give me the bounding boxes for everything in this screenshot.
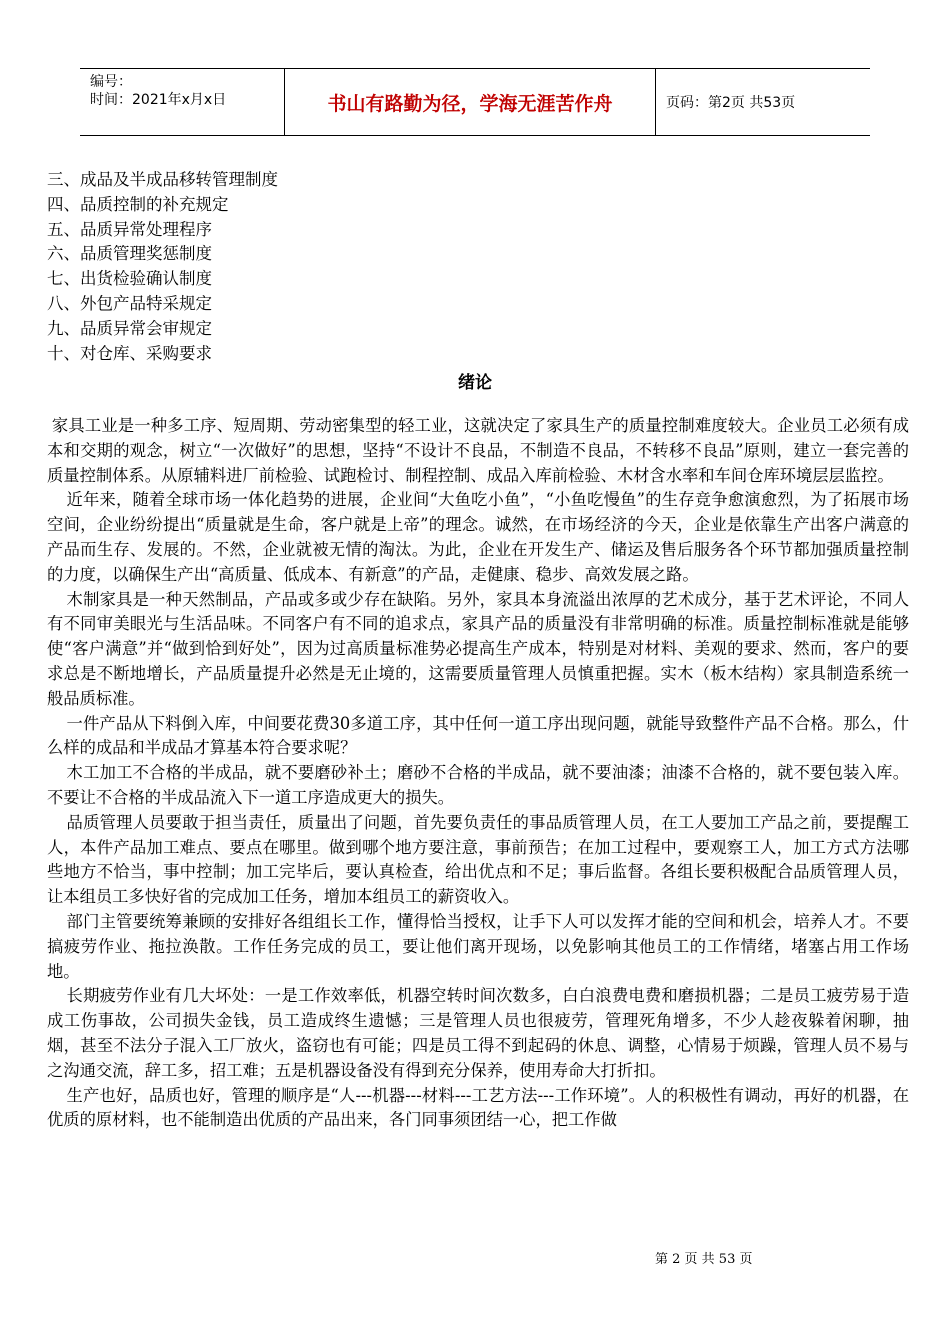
- header-meta: [80, 69, 285, 135]
- paragraph: 木工加工不合格的半成品，就不要磨砂补土；磨砂不合格的半成品，就不要油漆；油漆不合格的，就不要包装入库。不要让不合格的半成品流入下一道工序造成更大的损失。: [47, 763, 909, 807]
- toc-item: 八、外包产品特采规定: [47, 293, 212, 313]
- page-header: [80, 68, 870, 136]
- header-motto: 书山有路勤为径，学海无涯苦作舟: [285, 69, 656, 135]
- header-page-number: 页码：第2页 共53页: [666, 95, 796, 111]
- toc-item: 三、成品及半成品移转管理制度: [47, 170, 278, 189]
- paragraph: 木制家具是一种天然制品，产品或多或少存在缺陷。另外，家具本身流溢出浓厚的艺术成分，基于艺术评论，不同人有不同审美眼光与生活品味。不同客户有不同的追求点，家具产品的质量没有非常明确的标准。质量控制标准就是能够使“客户满意”并“做到恰到好处”，因为过高质量标准势必提高生产成本，特别是对材料、美观的要求、然而，客户的要求总是不断地增长，产品质量提升必然是无止境的，这需要质量管理人员慎重把握。实木（板木结构）家具制造系统一般品质标准。: [47, 589, 909, 708]
- paragraph: 生产也好，品质也好，管理的顺序是“人---机器---材料---工艺方法---工作环境”。人的积极性有调动，再好的机器，在优质的原材料，也不能制造出优质的产品出来，各门同事须团结一心，把工作做: [47, 1085, 909, 1130]
- paragraph: 品质管理人员要敢于担当责任，质量出了问题，首先要负责任的事品质管理人员，在工人要加工产品之前，要提醒工人，本件产品加工难点、要点在哪里。做到哪个地方要注意，事前预告；在加工过程中，要观察工人，加工方式方法哪些地方不恰当，事中控制；加工完毕后，要认真检查，给出优点和不足；事后监督。各组长要积极配合品质管理人员，让本组员工多快好省的完成加工任务，增加本组员工的薪资收入。: [47, 812, 909, 907]
- toc-item: 四、品质控制的补充规定: [47, 194, 229, 214]
- toc-item: 六、品质管理奖惩制度: [47, 244, 212, 264]
- paragraph: 近年来，随着全球市场一体化趋势的进展，企业间“大鱼吃小鱼”，“小鱼吃慢鱼”的生存竞争愈演愈烈，为了拓展市场空间，企业纷纷提出“质量就是生命，客户就是上帝”的理念。诚然，在市场经济的今天，企业是依靠生产出客户满意的产品而生存、发展的。不然，企业就被无情的淘汰。为此，企业在开发生产、储运及售后服务各个环节都加强质量控制的力度，以确保生产出“高质量、低成本、有新意”的产品，走健康、稳步、高效发展之路。: [47, 490, 909, 584]
- paragraph: 家具工业是一种多工序、短周期、劳动密集型的轻工业，这就决定了家具生产的质量控制难度较大。企业员工必须有成本和交期的观念，树立“一次做好”的思想，坚持“不设计不良品，不制造不良品，不转移不良品”原则，建立一套完善的质量控制体系。从原辅料进厂前检验、试跑检讨、制程控制、成品入库前检验、木材含水率和车间仓库环境层层监控。: [47, 416, 909, 485]
- document-date-label: 时间：2021年x月x日: [90, 92, 227, 108]
- body-text: [47, 414, 909, 1133]
- toc-item: 九、品质异常会审规定: [47, 318, 212, 338]
- toc-item: 十、对仓库、采购要求: [47, 343, 212, 363]
- page-footer: 第 2 页 共 53 页: [655, 1252, 753, 1267]
- paragraph: 长期疲劳作业有几大坏处：一是工作效率低，机器空转时间次数多，白白浪费电费和磨损机器；二是员工疲劳易于造成工伤事故，公司损失金钱，员工造成终生遗憾；三是管理人员也很疲劳，管理死角增多，不少人趁夜躲着闲聊，抽烟，甚至不法分子混入工厂放火，盗窃也有可能；四是员工得不到起码的休息、调整，心情易于烦躁，管理人员不易与之沟通交流，辞工多，招工难；五是机器设备没有得到充分保养，使用寿命大打折扣。: [47, 986, 909, 1080]
- toc-item: 七、出货检验确认制度: [47, 269, 212, 289]
- document-code-label: 编号：: [90, 74, 132, 90]
- toc-item: 五、品质异常处理程序: [47, 219, 212, 239]
- section-heading: 绪论: [458, 373, 492, 393]
- paragraph: 部门主管要统筹兼顾的安排好各组组长工作，懂得恰当授权，让手下人可以发挥才能的空间和机会，培养人才。不要搞疲劳作业、拖拉涣散。工作任务完成的员工，要让他们离开现场，以免影响其他员工的工作情绪，堵塞占用工作场地。: [47, 911, 909, 981]
- paragraph: 一件产品从下料倒入库，中间要花费30多道工序，其中任何一道工序出现问题，就能导致整件产品不合格。那么，什么样的成品和半成品才算基本符合要求呢？: [47, 713, 909, 758]
- table-of-contents: [47, 168, 278, 366]
